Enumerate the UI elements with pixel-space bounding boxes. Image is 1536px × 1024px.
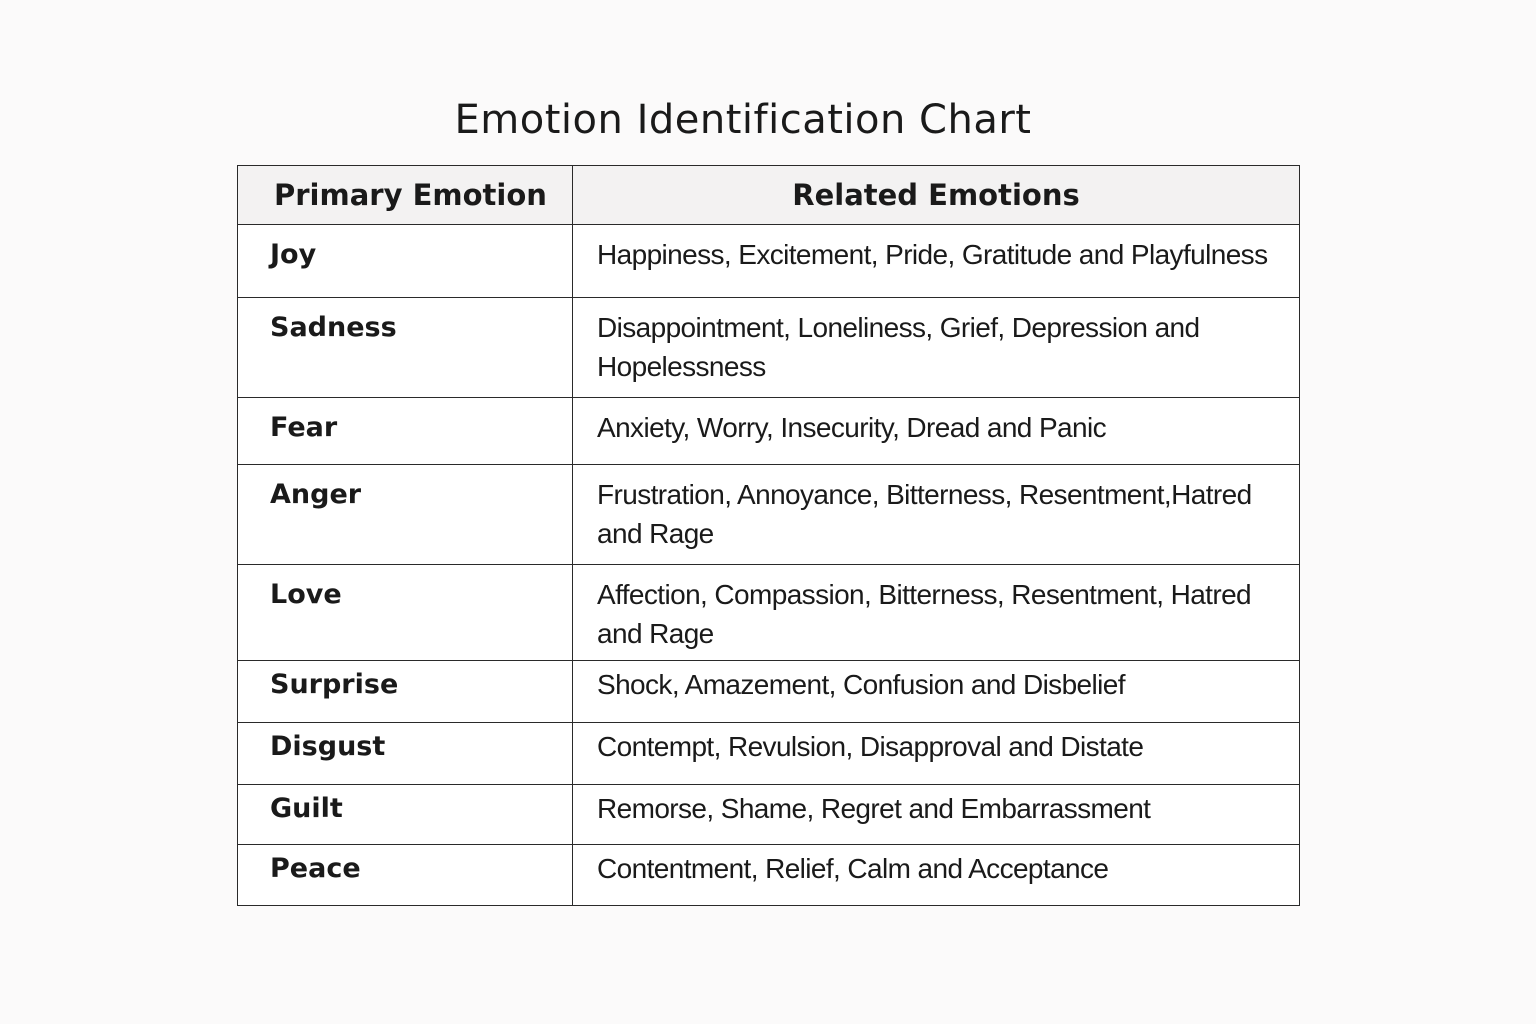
related-emotions-cell: Contempt, Revulsion, Disapproval and Distate (573, 723, 1300, 785)
primary-emotion-cell: Sadness (238, 298, 573, 398)
related-emotions-cell: Happiness, Excitement, Pride, Gratitude and Playfulness (573, 225, 1300, 298)
table-header-row (238, 166, 1300, 225)
related-emotions-cell: Frustration, Annoyance, Bitterness, Resentment,Hatred and Rage (573, 465, 1300, 565)
related-emotions-cell: Contentment, Relief, Calm and Acceptance (573, 845, 1300, 906)
table-row (238, 225, 1300, 298)
table-row (238, 465, 1300, 565)
related-emotions-cell: Anxiety, Worry, Insecurity, Dread and Panic (573, 398, 1300, 465)
page-title: Emotion Identification Chart (454, 97, 1032, 143)
related-emotions-cell: Disappointment, Loneliness, Grief, Depression and Hopelessness (573, 298, 1300, 398)
table-row (238, 845, 1300, 906)
primary-emotion-cell: Guilt (238, 785, 573, 845)
related-emotions-cell: Remorse, Shame, Regret and Embarrassment (573, 785, 1300, 845)
primary-emotion-cell: Peace (238, 845, 573, 906)
primary-emotion-cell: Anger (238, 465, 573, 565)
table-row (238, 565, 1300, 661)
primary-emotion-cell: Joy (238, 225, 573, 298)
primary-emotion-cell: Love (238, 565, 573, 661)
table-row (238, 398, 1300, 465)
related-emotions-cell: Affection, Compassion, Bitterness, Resentment, Hatred and Rage (573, 565, 1300, 661)
primary-emotion-cell: Disgust (238, 723, 573, 785)
emotion-table (237, 165, 1300, 906)
column-header-primary-emotion: Primary Emotion (238, 166, 573, 225)
table-row (238, 723, 1300, 785)
primary-emotion-cell: Fear (238, 398, 573, 465)
column-header-related-emotions: Related Emotions (573, 166, 1300, 225)
related-emotions-cell: Shock, Amazement, Confusion and Disbelief (573, 661, 1300, 723)
table-row (238, 785, 1300, 845)
primary-emotion-cell: Surprise (238, 661, 573, 723)
table-row (238, 661, 1300, 723)
table-row (238, 298, 1300, 398)
